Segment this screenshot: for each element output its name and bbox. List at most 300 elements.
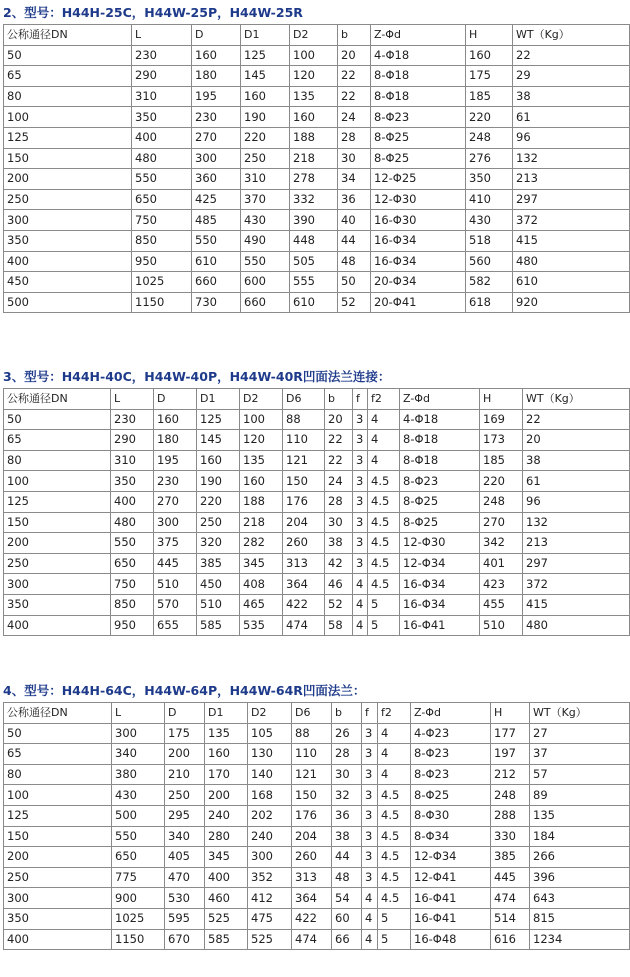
table-cell: 32 <box>332 785 362 806</box>
table-cell: 150 <box>4 512 111 533</box>
table-cell: 465 <box>240 594 283 615</box>
table-cell: 88 <box>292 723 332 744</box>
table-cell: 44 <box>338 230 371 251</box>
table-cell: 4 <box>353 615 368 636</box>
table-cell: 8-Φ18 <box>400 430 480 451</box>
column-header: D1 <box>205 703 248 724</box>
table-cell: 121 <box>292 764 332 785</box>
table-cell: 180 <box>154 430 197 451</box>
column-header: L <box>111 389 154 410</box>
table-cell: 260 <box>292 847 332 868</box>
table-cell: 250 <box>241 148 290 169</box>
spec-section-40 <box>3 366 629 636</box>
column-header: H <box>480 389 523 410</box>
table-header-row <box>4 25 630 46</box>
table-cell: 3 <box>362 723 378 744</box>
table-cell: 160 <box>290 107 338 128</box>
table-cell: 135 <box>530 805 630 826</box>
table-cell: 12-Φ34 <box>411 847 491 868</box>
table-cell: 145 <box>197 430 240 451</box>
table-row <box>4 764 630 785</box>
table-cell: 173 <box>480 430 523 451</box>
table-cell: 200 <box>4 533 111 554</box>
table-cell: 8-Φ25 <box>371 127 466 148</box>
table-cell: 643 <box>530 888 630 909</box>
table-cell: 8-Φ30 <box>411 805 491 826</box>
table-cell: 4-Φ18 <box>400 409 480 430</box>
table-cell: 230 <box>132 45 192 66</box>
table-cell: 4.5 <box>368 471 400 492</box>
table-cell: 1234 <box>530 929 630 950</box>
table-cell: 3 <box>353 409 368 430</box>
table-cell: 20 <box>523 430 630 451</box>
table-cell: 197 <box>491 744 530 765</box>
table-cell: 345 <box>240 553 283 574</box>
table-cell: 3 <box>353 471 368 492</box>
column-header: L <box>132 25 192 46</box>
table-row <box>4 533 630 554</box>
table-cell: 160 <box>205 744 248 765</box>
table-cell: 290 <box>111 430 154 451</box>
table-cell: 4.5 <box>368 553 400 574</box>
table-cell: 415 <box>513 230 630 251</box>
table-cell: 450 <box>4 272 132 293</box>
table-cell: 8-Φ25 <box>400 512 480 533</box>
table-cell: 16-Φ34 <box>400 594 480 615</box>
table-cell: 175 <box>466 66 513 87</box>
table-cell: 350 <box>466 169 513 190</box>
table-cell: 570 <box>154 594 197 615</box>
table-cell: 375 <box>154 533 197 554</box>
table-row <box>4 847 630 868</box>
table-row <box>4 723 630 744</box>
column-header: D1 <box>241 25 290 46</box>
table-cell: 332 <box>290 189 338 210</box>
table-cell: 405 <box>165 847 205 868</box>
table-cell: 313 <box>283 553 325 574</box>
table-cell: 295 <box>165 805 205 826</box>
table-cell: 550 <box>112 826 165 847</box>
table-cell: 48 <box>338 251 371 272</box>
table-cell: 610 <box>290 292 338 313</box>
table-cell: 135 <box>240 450 283 471</box>
table-cell: 3 <box>362 826 378 847</box>
table-cell: 950 <box>111 615 154 636</box>
table-cell: 5 <box>378 908 411 929</box>
table-cell: 4.5 <box>378 785 411 806</box>
table-row <box>4 908 630 929</box>
table-cell: 176 <box>292 805 332 826</box>
table-cell: 96 <box>523 491 630 512</box>
table-cell: 12-Φ30 <box>400 533 480 554</box>
table-cell: 200 <box>4 847 112 868</box>
table-cell: 248 <box>491 785 530 806</box>
table-row <box>4 615 630 636</box>
table-cell: 310 <box>111 450 154 471</box>
table-cell: 3 <box>353 553 368 574</box>
column-header: WT（Kg） <box>530 703 630 724</box>
table-cell: 12-Φ41 <box>411 867 491 888</box>
column-header: 公称通径DN <box>4 389 111 410</box>
table-cell: 815 <box>530 908 630 929</box>
table-cell: 518 <box>466 230 513 251</box>
table-cell: 850 <box>132 230 192 251</box>
table-cell: 3 <box>353 430 368 451</box>
table-cell: 310 <box>132 86 192 107</box>
table-cell: 89 <box>530 785 630 806</box>
table-cell: 410 <box>466 189 513 210</box>
table-cell: 132 <box>523 512 630 533</box>
table-cell: 220 <box>466 107 513 128</box>
column-header: b <box>325 389 353 410</box>
table-cell: 30 <box>338 148 371 169</box>
table-cell: 8-Φ23 <box>411 744 491 765</box>
table-cell: 230 <box>154 471 197 492</box>
table-cell: 8-Φ23 <box>411 764 491 785</box>
table-cell: 920 <box>513 292 630 313</box>
table-cell: 184 <box>530 826 630 847</box>
table-cell: 38 <box>332 826 362 847</box>
table-cell: 380 <box>112 764 165 785</box>
table-cell: 204 <box>292 826 332 847</box>
table-row <box>4 471 630 492</box>
table-cell: 342 <box>480 533 523 554</box>
table-cell: 340 <box>112 744 165 765</box>
table-cell: 280 <box>205 826 248 847</box>
table-cell: 320 <box>197 533 240 554</box>
table-cell: 5 <box>368 615 400 636</box>
table-cell: 30 <box>332 764 362 785</box>
spec-table-64 <box>3 702 630 950</box>
table-cell: 535 <box>240 615 283 636</box>
table-cell: 260 <box>283 533 325 554</box>
column-header: H <box>491 703 530 724</box>
table-row <box>4 491 630 512</box>
table-cell: 16-Φ34 <box>371 251 466 272</box>
table-cell: 4 <box>378 744 411 765</box>
table-cell: 480 <box>523 615 630 636</box>
table-cell: 600 <box>241 272 290 293</box>
table-row <box>4 805 630 826</box>
table-cell: 54 <box>332 888 362 909</box>
table-cell: 585 <box>197 615 240 636</box>
table-cell: 96 <box>513 127 630 148</box>
table-cell: 30 <box>325 512 353 533</box>
table-cell: 445 <box>491 867 530 888</box>
table-cell: 250 <box>197 512 240 533</box>
table-cell: 350 <box>4 594 111 615</box>
table-cell: 28 <box>338 127 371 148</box>
table-cell: 8-Φ25 <box>371 148 466 169</box>
table-cell: 52 <box>338 292 371 313</box>
table-row <box>4 430 630 451</box>
table-cell: 20 <box>325 409 353 430</box>
table-cell: 8-Φ18 <box>371 66 466 87</box>
table-cell: 850 <box>111 594 154 615</box>
table-cell: 525 <box>248 929 292 950</box>
column-header: D <box>192 25 241 46</box>
table-row <box>4 744 630 765</box>
table-cell: 4 <box>368 409 400 430</box>
table-cell: 4 <box>362 929 378 950</box>
table-cell: 4-Φ18 <box>371 45 466 66</box>
table-cell: 423 <box>480 574 523 595</box>
table-cell: 655 <box>154 615 197 636</box>
table-cell: 8-Φ25 <box>400 491 480 512</box>
table-cell: 352 <box>248 867 292 888</box>
table-cell: 140 <box>248 764 292 785</box>
table-cell: 61 <box>523 471 630 492</box>
table-cell: 16-Φ34 <box>400 574 480 595</box>
table-row <box>4 512 630 533</box>
table-cell: 240 <box>248 826 292 847</box>
table-cell: 16-Φ41 <box>411 888 491 909</box>
table-cell: 4.5 <box>378 847 411 868</box>
table-cell: 44 <box>332 847 362 868</box>
table-cell: 650 <box>132 189 192 210</box>
table-cell: 300 <box>248 847 292 868</box>
table-cell: 270 <box>154 491 197 512</box>
table-cell: 400 <box>132 127 192 148</box>
table-cell: 125 <box>4 127 132 148</box>
table-cell: 4 <box>378 723 411 744</box>
table-cell: 360 <box>192 169 241 190</box>
table-cell: 1150 <box>132 292 192 313</box>
table-cell: 160 <box>154 409 197 430</box>
table-cell: 121 <box>283 450 325 471</box>
table-cell: 300 <box>112 723 165 744</box>
table-cell: 4 <box>362 888 378 909</box>
table-cell: 330 <box>491 826 530 847</box>
table-cell: 169 <box>480 409 523 430</box>
table-cell: 5 <box>368 594 400 615</box>
table-cell: 65 <box>4 66 132 87</box>
table-cell: 52 <box>325 594 353 615</box>
table-cell: 276 <box>466 148 513 169</box>
table-cell: 36 <box>332 805 362 826</box>
table-cell: 730 <box>192 292 241 313</box>
table-cell: 38 <box>523 450 630 471</box>
table-cell: 650 <box>111 553 154 574</box>
table-cell: 297 <box>513 189 630 210</box>
column-header: f2 <box>378 703 411 724</box>
table-cell: 220 <box>480 471 523 492</box>
table-cell: 3 <box>362 867 378 888</box>
table-cell: 282 <box>240 533 283 554</box>
table-cell: 190 <box>241 107 290 128</box>
table-cell: 266 <box>530 847 630 868</box>
table-cell: 12-Φ30 <box>371 189 466 210</box>
table-cell: 145 <box>241 66 290 87</box>
table-cell: 200 <box>205 785 248 806</box>
table-cell: 3 <box>353 450 368 471</box>
table-cell: 180 <box>192 66 241 87</box>
table-cell: 240 <box>205 805 248 826</box>
table-cell: 650 <box>112 847 165 868</box>
table-cell: 618 <box>466 292 513 313</box>
table-cell: 130 <box>248 744 292 765</box>
table-cell: 750 <box>111 574 154 595</box>
table-cell: 350 <box>132 107 192 128</box>
table-cell: 400 <box>4 251 132 272</box>
table-cell: 250 <box>165 785 205 806</box>
table-cell: 4.5 <box>368 533 400 554</box>
table-cell: 5 <box>378 929 411 950</box>
table-cell: 270 <box>480 512 523 533</box>
table-cell: 616 <box>491 929 530 950</box>
table-cell: 3 <box>362 785 378 806</box>
table-cell: 450 <box>197 574 240 595</box>
table-cell: 38 <box>325 533 353 554</box>
table-cell: 480 <box>132 148 192 169</box>
table-cell: 422 <box>292 908 332 929</box>
column-header: D2 <box>290 25 338 46</box>
table-cell: 168 <box>248 785 292 806</box>
table-cell: 460 <box>205 888 248 909</box>
table-cell: 4 <box>368 450 400 471</box>
table-cell: 505 <box>290 251 338 272</box>
table-cell: 490 <box>241 230 290 251</box>
table-cell: 390 <box>290 210 338 231</box>
table-cell: 48 <box>332 867 362 888</box>
table-cell: 1025 <box>112 908 165 929</box>
column-header: D2 <box>248 703 292 724</box>
table-cell: 8-Φ18 <box>371 86 466 107</box>
table-cell: 525 <box>205 908 248 929</box>
table-cell: 345 <box>205 847 248 868</box>
table-cell: 100 <box>4 471 111 492</box>
table-cell: 480 <box>513 251 630 272</box>
table-cell: 514 <box>491 908 530 929</box>
table-cell: 135 <box>205 723 248 744</box>
table-cell: 400 <box>111 491 154 512</box>
column-header: Z-Φd <box>371 25 466 46</box>
table-cell: 4 <box>368 430 400 451</box>
spec-section-25 <box>3 2 629 313</box>
column-header: b <box>338 25 371 46</box>
table-cell: 195 <box>154 450 197 471</box>
table-cell: 135 <box>290 86 338 107</box>
table-cell: 350 <box>111 471 154 492</box>
table-cell: 105 <box>248 723 292 744</box>
table-cell: 4.5 <box>378 888 411 909</box>
spec-table-40 <box>3 388 630 636</box>
table-cell: 150 <box>4 826 112 847</box>
table-cell: 474 <box>292 929 332 950</box>
table-cell: 50 <box>4 45 132 66</box>
table-cell: 750 <box>132 210 192 231</box>
table-cell: 50 <box>4 723 112 744</box>
table-cell: 213 <box>513 169 630 190</box>
table-cell: 176 <box>283 491 325 512</box>
section-heading-25: 2、型号：H44H-25C，H44W-25P，H44W-25R <box>3 5 303 20</box>
table-cell: 582 <box>466 272 513 293</box>
table-cell: 88 <box>283 409 325 430</box>
table-cell: 80 <box>4 450 111 471</box>
table-cell: 660 <box>192 272 241 293</box>
table-cell: 4.5 <box>368 574 400 595</box>
table-cell: 385 <box>197 553 240 574</box>
table-cell: 177 <box>491 723 530 744</box>
table-cell: 57 <box>530 764 630 785</box>
table-cell: 401 <box>480 553 523 574</box>
table-cell: 595 <box>165 908 205 929</box>
table-cell: 65 <box>4 430 111 451</box>
table-cell: 364 <box>292 888 332 909</box>
table-cell: 396 <box>530 867 630 888</box>
table-cell: 3 <box>362 744 378 765</box>
table-cell: 900 <box>112 888 165 909</box>
table-cell: 65 <box>4 744 112 765</box>
table-cell: 425 <box>192 189 241 210</box>
table-cell: 230 <box>192 107 241 128</box>
table-cell: 218 <box>290 148 338 169</box>
table-cell: 4.5 <box>378 867 411 888</box>
column-header: WT（Kg） <box>513 25 630 46</box>
table-cell: 300 <box>192 148 241 169</box>
table-cell: 100 <box>4 785 112 806</box>
table-cell: 210 <box>165 764 205 785</box>
table-cell: 3 <box>353 491 368 512</box>
table-cell: 16-Φ34 <box>371 230 466 251</box>
table-cell: 385 <box>491 847 530 868</box>
table-cell: 550 <box>241 251 290 272</box>
table-cell: 340 <box>165 826 205 847</box>
table-cell: 160 <box>192 45 241 66</box>
table-cell: 213 <box>523 533 630 554</box>
column-header: 公称通径DN <box>4 703 112 724</box>
table-cell: 188 <box>240 491 283 512</box>
table-cell: 8-Φ34 <box>411 826 491 847</box>
table-cell: 220 <box>241 127 290 148</box>
table-cell: 510 <box>480 615 523 636</box>
table-cell: 474 <box>283 615 325 636</box>
table-cell: 125 <box>4 491 111 512</box>
table-cell: 1025 <box>132 272 192 293</box>
table-header-row <box>4 389 630 410</box>
table-cell: 610 <box>192 251 241 272</box>
table-cell: 16-Φ41 <box>411 908 491 929</box>
table-cell: 24 <box>338 107 371 128</box>
table-cell: 670 <box>165 929 205 950</box>
table-cell: 250 <box>4 867 112 888</box>
table-row <box>4 409 630 430</box>
column-header: WT（Kg） <box>523 389 630 410</box>
table-cell: 22 <box>523 409 630 430</box>
table-row <box>4 594 630 615</box>
table-row <box>4 867 630 888</box>
table-cell: 61 <box>513 107 630 128</box>
column-header: D2 <box>240 389 283 410</box>
column-header: H <box>466 25 513 46</box>
table-cell: 20-Φ34 <box>371 272 466 293</box>
table-cell: 150 <box>292 785 332 806</box>
table-cell: 50 <box>4 409 111 430</box>
table-cell: 20 <box>338 45 371 66</box>
table-row <box>4 189 630 210</box>
table-cell: 290 <box>132 66 192 87</box>
column-header: Z-Φd <box>411 703 491 724</box>
table-cell: 550 <box>111 533 154 554</box>
table-row <box>4 450 630 471</box>
section-heading-40: 3、型号：H44H-40C，H44W-40P，H44W-40R凹面法兰连接： <box>3 369 391 384</box>
table-cell: 66 <box>332 929 362 950</box>
column-header: L <box>112 703 165 724</box>
table-cell: 16-Φ41 <box>400 615 480 636</box>
table-cell: 12-Φ34 <box>400 553 480 574</box>
table-cell: 248 <box>466 127 513 148</box>
table-cell: 150 <box>4 148 132 169</box>
